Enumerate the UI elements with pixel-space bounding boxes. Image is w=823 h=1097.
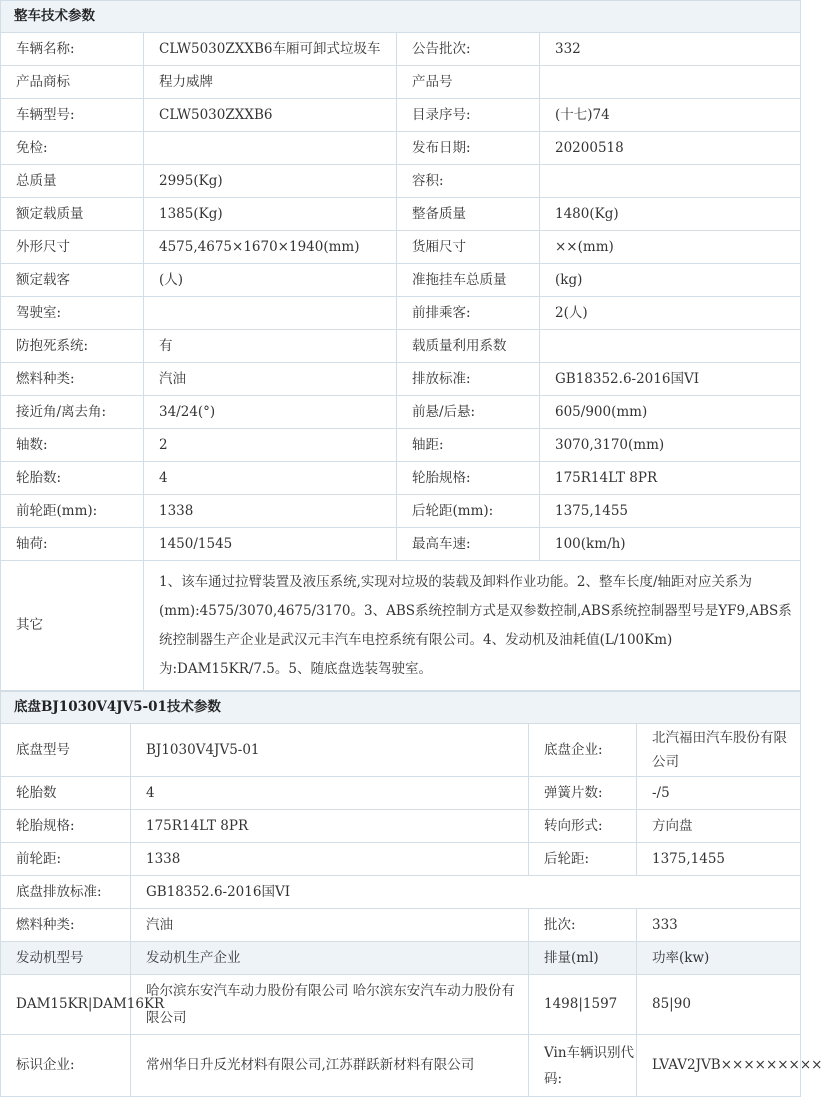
displacement-value: 1498|1597 bbox=[529, 975, 637, 1035]
vehicle-name-value: CLW5030ZXXB6车厢可卸式垃圾车 bbox=[144, 33, 397, 66]
chassis-model-label: 底盘型号 bbox=[1, 724, 131, 777]
table-row bbox=[1, 777, 801, 810]
section1-title: 整车技术参数 bbox=[1, 1, 801, 33]
table-row bbox=[1, 843, 801, 876]
tire-count-value: 4 bbox=[144, 462, 397, 495]
table-row bbox=[1, 99, 801, 132]
rated-load-value: 1385(Kg) bbox=[144, 198, 397, 231]
rear-track-label: 后轮距: bbox=[529, 843, 637, 876]
emission-value: GB18352.6-2016国VI bbox=[131, 876, 801, 909]
release-date-value: 20200518 bbox=[540, 132, 801, 165]
inspection-exempt-value bbox=[144, 132, 397, 165]
inspection-exempt-label: 免检: bbox=[1, 132, 144, 165]
rated-passengers-label: 额定载客 bbox=[1, 264, 144, 297]
tire-spec-label: 轮胎规格: bbox=[397, 462, 540, 495]
fuel-type-value: 汽油 bbox=[144, 363, 397, 396]
tire-spec-value: 175R14LT 8PR bbox=[540, 462, 801, 495]
rear-track-value: 1375,1455 bbox=[540, 495, 801, 528]
max-speed-value: 100(km/h) bbox=[540, 528, 801, 561]
axle-load-label: 轴荷: bbox=[1, 528, 144, 561]
wheelbase-label: 轴距: bbox=[397, 429, 540, 462]
table-row bbox=[1, 66, 801, 99]
engine-maker-value: 哈尔滨东安汽车动力股份有限公司 哈尔滨东安汽车动力股份有限公司 bbox=[131, 975, 529, 1035]
brand-value: 程力威牌 bbox=[144, 66, 397, 99]
table-row bbox=[1, 462, 801, 495]
vehicle-model-value: CLW5030ZXXB6 bbox=[144, 99, 397, 132]
abs-value: 有 bbox=[144, 330, 397, 363]
table-row bbox=[1, 724, 801, 777]
curb-mass-value: 1480(Kg) bbox=[540, 198, 801, 231]
steering-label: 转向形式: bbox=[529, 810, 637, 843]
tire-spec-value: 175R14LT 8PR bbox=[131, 810, 529, 843]
fuel-label: 燃料种类: bbox=[1, 909, 131, 942]
front-track-value: 1338 bbox=[131, 843, 529, 876]
front-passengers-value: 2(人) bbox=[540, 297, 801, 330]
fuel-type-label: 燃料种类: bbox=[1, 363, 144, 396]
chassis-maker-value: 北汽福田汽车股份有限公司 bbox=[637, 724, 801, 777]
batch-value: 333 bbox=[637, 909, 801, 942]
engine-model-value: DAM15KR|DAM16KR bbox=[1, 975, 131, 1035]
axle-count-value: 2 bbox=[144, 429, 397, 462]
cargo-box-size-value: ××(mm) bbox=[540, 231, 801, 264]
mark-row bbox=[1, 1035, 801, 1097]
abs-label: 防抱死系统: bbox=[1, 330, 144, 363]
front-track-label: 前轮距(mm): bbox=[1, 495, 144, 528]
emission-label: 底盘排放标准: bbox=[1, 876, 131, 909]
catalog-number-label: 目录序号: bbox=[397, 99, 540, 132]
table-row bbox=[1, 33, 801, 66]
other-row bbox=[1, 561, 801, 691]
dimensions-label: 外形尺寸 bbox=[1, 231, 144, 264]
approach-departure-angle-label: 接近角/离去角: bbox=[1, 396, 144, 429]
curb-mass-label: 整备质量 bbox=[397, 198, 540, 231]
notice-batch-label: 公告批次: bbox=[397, 33, 540, 66]
brand-label: 产品商标 bbox=[1, 66, 144, 99]
power-value: 85|90 bbox=[637, 975, 801, 1035]
mark-company-label: 标识企业: bbox=[1, 1035, 131, 1097]
chassis-model-value: BJ1030V4JV5-01 bbox=[131, 724, 529, 777]
notice-batch-value: 332 bbox=[540, 33, 801, 66]
table-row bbox=[1, 330, 801, 363]
front-passengers-label: 前排乘客: bbox=[397, 297, 540, 330]
vehicle-spec-rows bbox=[1, 33, 801, 561]
emission-standard-value: GB18352.6-2016国VI bbox=[540, 363, 801, 396]
tire-count-label: 轮胎数 bbox=[1, 777, 131, 810]
tire-count-value: 4 bbox=[131, 777, 529, 810]
power-header: 功率(kw) bbox=[637, 942, 801, 975]
vehicle-model-label: 车辆型号: bbox=[1, 99, 144, 132]
spring-count-label: 弹簧片数: bbox=[529, 777, 637, 810]
load-utilization-label: 载质量利用系数 bbox=[397, 330, 540, 363]
table-row bbox=[1, 429, 801, 462]
axle-count-label: 轴数: bbox=[1, 429, 144, 462]
table-row bbox=[1, 198, 801, 231]
front-track-label: 前轮距: bbox=[1, 843, 131, 876]
other-label: 其它 bbox=[1, 561, 144, 691]
approach-departure-angle-value: 34/24(°) bbox=[144, 396, 397, 429]
front-track-value: 1338 bbox=[144, 495, 397, 528]
section-header bbox=[1, 1, 801, 33]
max-speed-label: 最高车速: bbox=[397, 528, 540, 561]
load-utilization-value bbox=[540, 330, 801, 363]
tire-count-label: 轮胎数: bbox=[1, 462, 144, 495]
table-row bbox=[1, 396, 801, 429]
vin-value: LVAV2JVB××××××××× bbox=[637, 1035, 801, 1097]
chassis-maker-label: 底盘企业: bbox=[529, 724, 637, 777]
trailer-mass-value: (kg) bbox=[540, 264, 801, 297]
cargo-box-size-label: 货厢尺寸 bbox=[397, 231, 540, 264]
rated-passengers-value: (人) bbox=[144, 264, 397, 297]
product-number-value bbox=[540, 66, 801, 99]
rear-track-label: 后轮距(mm): bbox=[397, 495, 540, 528]
engine-row bbox=[1, 975, 801, 1035]
table-row bbox=[1, 528, 801, 561]
section-header bbox=[1, 692, 801, 724]
overhang-label: 前悬/后悬: bbox=[397, 396, 540, 429]
table-row bbox=[1, 909, 801, 942]
vin-label: Vin车辆识别代码: bbox=[529, 1035, 637, 1097]
vehicle-name-label: 车辆名称: bbox=[1, 33, 144, 66]
volume-value bbox=[540, 165, 801, 198]
overhang-value: 605/900(mm) bbox=[540, 396, 801, 429]
cab-value bbox=[144, 297, 397, 330]
engine-model-header: 发动机型号 bbox=[1, 942, 131, 975]
wheelbase-value: 3070,3170(mm) bbox=[540, 429, 801, 462]
release-date-label: 发布日期: bbox=[397, 132, 540, 165]
steering-value: 方向盘 bbox=[637, 810, 801, 843]
section2-title: 底盘BJ1030V4JV5-01技术参数 bbox=[1, 692, 801, 724]
table-row bbox=[1, 810, 801, 843]
volume-label: 容积: bbox=[397, 165, 540, 198]
chassis-spec-table bbox=[0, 691, 823, 1097]
displacement-header: 排量(ml) bbox=[529, 942, 637, 975]
product-number-label: 产品号 bbox=[397, 66, 540, 99]
table-row bbox=[1, 132, 801, 165]
mark-company-value: 常州华日升反光材料有限公司,江苏群跃新材料有限公司 bbox=[131, 1035, 529, 1097]
table-row bbox=[1, 363, 801, 396]
table-row bbox=[1, 231, 801, 264]
other-text: 1、该车通过拉臂装置及液压系统,实现对垃圾的装载及卸料作业功能。2、整车长度/轴距对应关系为(mm):4575/3070,4675/3170。3、ABS系统控制方式是双参数控制,ABS系统控制器型号是YF9,ABS系统控制器生产企业是武汉元丰汽车电控系统有限公司。4、发动机及油耗值(L/100Km)为:DAM15KR/7.5。5、随底盘选装驾驶室。 bbox=[144, 561, 801, 691]
table-row bbox=[1, 876, 801, 909]
table-row bbox=[1, 264, 801, 297]
emission-standard-label: 排放标准: bbox=[397, 363, 540, 396]
trailer-mass-label: 准拖挂车总质量 bbox=[397, 264, 540, 297]
table-row bbox=[1, 165, 801, 198]
engine-maker-header: 发动机生产企业 bbox=[131, 942, 529, 975]
dimensions-value: 4575,4675×1670×1940(mm) bbox=[144, 231, 397, 264]
batch-label: 批次: bbox=[529, 909, 637, 942]
rear-track-value: 1375,1455 bbox=[637, 843, 801, 876]
catalog-number-value: (十七)74 bbox=[540, 99, 801, 132]
cab-label: 驾驶室: bbox=[1, 297, 144, 330]
table-row bbox=[1, 297, 801, 330]
table-row bbox=[1, 495, 801, 528]
spring-count-value: -/5 bbox=[637, 777, 801, 810]
axle-load-value: 1450/1545 bbox=[144, 528, 397, 561]
gross-mass-value: 2995(Kg) bbox=[144, 165, 397, 198]
fuel-value: 汽油 bbox=[131, 909, 529, 942]
tire-spec-label: 轮胎规格: bbox=[1, 810, 131, 843]
engine-header-row bbox=[1, 942, 801, 975]
rated-load-label: 额定载质量 bbox=[1, 198, 144, 231]
gross-mass-label: 总质量 bbox=[1, 165, 144, 198]
